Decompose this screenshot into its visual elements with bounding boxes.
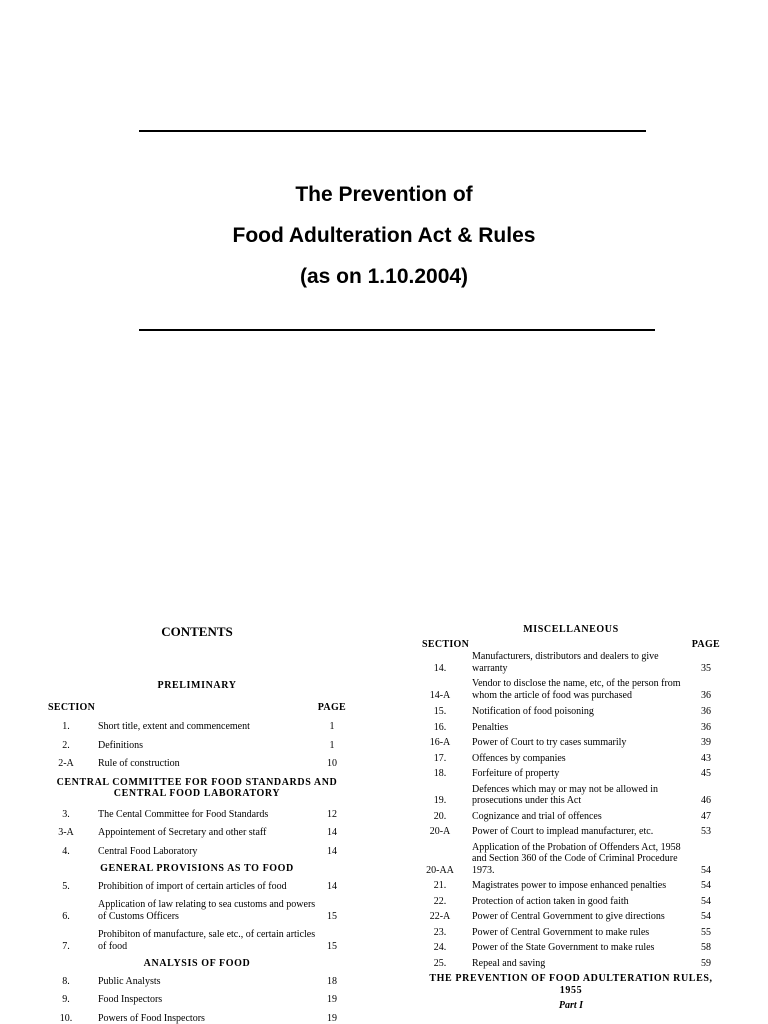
- contents-entry: [420, 942, 722, 954]
- page-number: 19: [327, 1012, 337, 1024]
- section-title: Manufacturers, distributors and dealers to give warranty: [472, 651, 659, 674]
- section-title: Power of Court to try cases summarily: [472, 737, 627, 748]
- section-title: Prohibition of import of certain articles of food: [98, 880, 287, 892]
- section-title: Power of the State Government to make rules: [472, 942, 655, 953]
- page-number: 45: [701, 768, 711, 779]
- title-line-2: Food Adulteration Act & Rules: [232, 224, 536, 247]
- page-number: 54: [701, 911, 711, 922]
- page-number: 58: [701, 942, 711, 953]
- section-title: Repeal and saving: [472, 957, 546, 969]
- contents-entry: [420, 842, 722, 877]
- section-number: 9.: [62, 994, 70, 1005]
- section-number: 21.: [433, 880, 447, 891]
- section-column-header: SECTION: [48, 701, 96, 713]
- section-heading: MISCELLANEOUS: [523, 624, 619, 635]
- contents-left-column: [46, 620, 348, 1024]
- page-number: 54: [701, 864, 711, 876]
- contents-entry: [420, 722, 722, 734]
- section-title: Forfeiture of property: [472, 768, 560, 779]
- section-title: Defences which may or may not be allowed in prosecutions under this Act: [472, 783, 659, 806]
- contents-entry: [420, 911, 722, 923]
- contents-entry: [420, 826, 722, 838]
- page-column-header: PAGE: [317, 701, 346, 713]
- contents-entry: [46, 809, 348, 821]
- section-number: 19.: [433, 795, 447, 806]
- column-headers: [420, 639, 722, 651]
- section-number: 3.: [62, 808, 70, 820]
- contents-entry: [420, 811, 722, 823]
- page-number: 46: [701, 795, 711, 806]
- section-title: Public Analysts: [98, 975, 161, 987]
- section-number: 15.: [433, 706, 447, 717]
- section-number: 8.: [62, 975, 70, 987]
- section-number: 20.: [433, 810, 447, 822]
- section-title: Application of law relating to sea customs and powers of Customs Officers: [98, 899, 316, 922]
- page-number: 47: [701, 810, 711, 822]
- contents-right-list: [420, 624, 722, 1012]
- page-number: 18: [327, 975, 337, 987]
- contents-entry: [46, 827, 348, 839]
- section-number: 14-A: [429, 689, 451, 701]
- part-heading: Part I: [558, 1000, 584, 1011]
- page-number: 12: [327, 808, 337, 820]
- section-number: 24.: [433, 942, 447, 953]
- section-number: 18.: [433, 768, 447, 779]
- section-title: Power of Central Government to give directions: [472, 911, 665, 922]
- section-number: 22.: [433, 895, 447, 907]
- section-number: 10.: [59, 1012, 73, 1024]
- contents-entry: [420, 880, 722, 892]
- page-number: 43: [701, 752, 711, 764]
- contents-entry: [420, 958, 722, 970]
- section-number: 20-AA: [426, 864, 454, 876]
- section-number: 6.: [62, 910, 70, 922]
- contents-entry: [46, 929, 348, 952]
- section-title: Magistrates power to impose enhanced penalties: [472, 880, 667, 891]
- contents-entry: [46, 721, 348, 733]
- page-number: 54: [701, 895, 711, 907]
- section-title: Penalties: [472, 721, 509, 733]
- column-headers: [46, 702, 348, 714]
- section-title: Definitions: [98, 739, 143, 751]
- page-number: 19: [327, 994, 337, 1005]
- page-number: 10: [327, 758, 337, 769]
- title-line-3: (as on 1.10.2004): [299, 265, 469, 288]
- section-number: 5.: [62, 880, 70, 892]
- contents-title: CONTENTS: [161, 624, 233, 639]
- section-title: Prohibiton of manufacture, sale etc., of certain articles of food: [98, 929, 316, 952]
- section-number: 14.: [433, 662, 447, 674]
- section-number: 20-A: [429, 826, 451, 837]
- section-title: Powers of Food Inspectors: [98, 1012, 205, 1024]
- page-number: 54: [701, 880, 711, 891]
- contents-entry: [46, 758, 348, 770]
- page-number: 14: [327, 845, 337, 857]
- section-number: 17.: [433, 752, 447, 764]
- title-line-1: The Prevention of: [295, 183, 473, 206]
- section-title: Cognizance and trial of offences: [472, 810, 602, 822]
- page-number: 36: [701, 689, 711, 701]
- section-heading: THE PREVENTION OF FOOD ADULTERATION RULES, 1955: [429, 973, 713, 996]
- bottom-rule: [139, 329, 655, 331]
- page-column-header: PAGE: [691, 638, 720, 650]
- section-number: 16.: [433, 721, 447, 733]
- section-title: The Cental Committee for Food Standards: [98, 808, 269, 820]
- contents-entry: [420, 651, 722, 674]
- contents-entry: [46, 899, 348, 922]
- contents-entry: [420, 927, 722, 939]
- section-title: Application of the Probation of Offenders Act, 1958 and Section 360 of the Code of Criminal Procedure 1973.: [472, 841, 681, 876]
- section-title: Protection of action taken in good faith: [472, 895, 629, 907]
- section-heading: CENTRAL COMMITTEE FOR FOOD STANDARDS AND CENTRAL FOOD LABORATORY: [56, 776, 338, 799]
- section-number: 2-A: [58, 758, 74, 769]
- contents-entry: [46, 881, 348, 893]
- page-number: 1: [329, 721, 335, 732]
- section-number: 25.: [433, 957, 447, 969]
- contents-entry: [46, 1013, 348, 1024]
- section-number: 3-A: [58, 827, 74, 838]
- contents-entry: [420, 768, 722, 780]
- page-number: 39: [701, 737, 711, 748]
- section-title: Offences by companies: [472, 752, 566, 764]
- page-number: 55: [701, 926, 711, 938]
- page-number: 15: [327, 910, 337, 922]
- page-number: 35: [701, 662, 711, 674]
- section-title: Power of Central Government to make rules: [472, 926, 650, 938]
- contents-entry: [420, 706, 722, 718]
- contents-left-list: [46, 680, 348, 1024]
- contents-entry: [46, 846, 348, 858]
- section-title: Notification of food poisoning: [472, 706, 594, 717]
- section-column-header: SECTION: [422, 638, 470, 650]
- contents-entry: [46, 740, 348, 752]
- page-number: 14: [327, 827, 337, 838]
- contents-right-column: [420, 620, 722, 1012]
- section-number: 16-A: [429, 737, 451, 748]
- page-number: 36: [701, 706, 711, 717]
- contents-entry: [420, 784, 722, 807]
- section-title: Central Food Laboratory: [98, 845, 198, 857]
- section-title: Power of Court to implead manufacturer, etc.: [472, 826, 654, 837]
- section-heading: ANALYSIS OF FOOD: [143, 958, 251, 969]
- section-title: Rule of construction: [98, 758, 180, 769]
- contents-entry: [46, 976, 348, 988]
- section-heading: PRELIMINARY: [157, 680, 237, 691]
- page-number: 36: [701, 721, 711, 733]
- section-title: Food Inspectors: [98, 994, 163, 1005]
- contents-entry: [420, 753, 722, 765]
- contents-entry: [420, 896, 722, 908]
- section-title: Appointement of Secretary and other staff: [98, 827, 267, 838]
- contents-entry: [420, 678, 722, 701]
- section-number: 23.: [433, 926, 447, 938]
- page-number: 14: [327, 880, 337, 892]
- page-number: 1: [329, 739, 335, 751]
- section-number: 2.: [62, 739, 70, 751]
- section-title: Vendor to disclose the name, etc, of the person from whom the article of food was purchased: [472, 678, 681, 701]
- section-title: Short title, extent and commencement: [98, 721, 250, 732]
- top-rule: [139, 130, 646, 132]
- page-number: 59: [701, 957, 711, 969]
- section-number: 1.: [62, 721, 70, 732]
- contents-entry: [46, 994, 348, 1006]
- contents-entry: [420, 737, 722, 749]
- section-number: 7.: [62, 940, 70, 952]
- page-number: 15: [327, 940, 337, 952]
- section-number: 22-A: [429, 911, 451, 922]
- page-number: 53: [701, 826, 711, 837]
- section-heading: GENERAL PROVISIONS AS TO FOOD: [100, 863, 294, 874]
- section-number: 4.: [62, 845, 70, 857]
